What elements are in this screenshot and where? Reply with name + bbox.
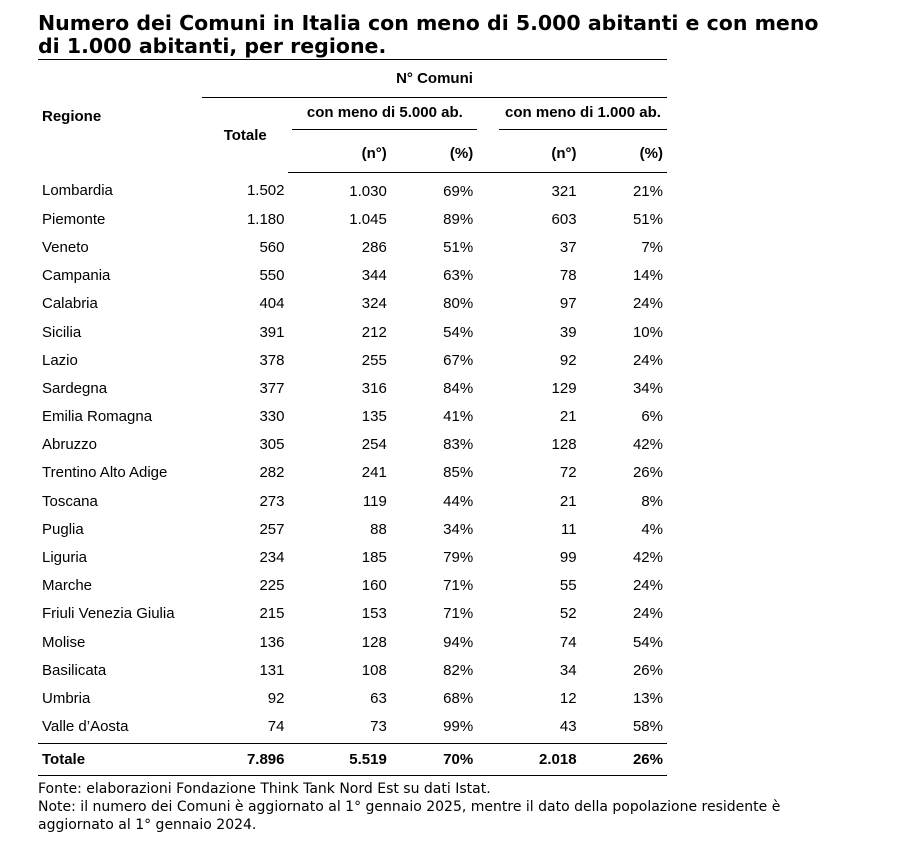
table-row — [38, 713, 667, 744]
row-n-1000: 603 — [551, 210, 577, 228]
row-totale: 1.180 — [246, 210, 285, 228]
header-regione: Regione — [42, 107, 102, 125]
row-pct-1000: 51% — [632, 210, 663, 228]
row-pct-1000: 42% — [632, 549, 663, 567]
row-n-1000: 129 — [551, 379, 577, 397]
table-row — [38, 318, 667, 346]
row-regione: Totale — [38, 743, 202, 775]
row-regione: Liguria — [42, 549, 88, 567]
table-row — [38, 600, 667, 628]
row-totale: 378 — [259, 351, 285, 369]
row-pct-5000: 71% — [443, 577, 474, 595]
row-n-1000: 11 — [560, 520, 577, 538]
row-totale: 273 — [259, 492, 285, 510]
table-title: Numero dei Comuni in Italia con meno di 5.000 abitanti e con meno di 1.000 abitanti, per regione. — [38, 11, 819, 58]
notes — [38, 780, 848, 834]
row-n-1000: 55 — [559, 577, 577, 595]
row-pct-1000: 4% — [641, 520, 663, 538]
table-total-row — [38, 743, 667, 775]
row-gap — [477, 318, 499, 346]
row-totale: 136 — [259, 633, 285, 651]
table-row — [38, 205, 667, 233]
row-pct-1000: 26% — [632, 661, 663, 679]
row-totale: 330 — [259, 408, 285, 426]
row-pct-5000: 44% — [443, 492, 474, 510]
table-row — [38, 459, 667, 487]
row-pct-5000: 69% — [443, 182, 474, 200]
row-n-5000: 160 — [361, 577, 387, 595]
row-n-5000: 135 — [361, 408, 387, 426]
row-pct-1000: 24% — [632, 295, 663, 313]
table-row — [38, 656, 667, 684]
row-totale: 215 — [259, 605, 285, 623]
row-regione: Sicilia — [42, 323, 82, 341]
row-pct-5000: 71% — [443, 605, 474, 623]
row-gap — [477, 233, 499, 261]
table-row — [38, 515, 667, 543]
row-gap — [477, 487, 499, 515]
table-row — [38, 173, 667, 206]
row-n-1000: 92 — [559, 351, 577, 369]
table-row — [38, 403, 667, 431]
row-regione: Piemonte — [42, 210, 106, 228]
row-n-5000: 344 — [361, 267, 387, 285]
table-row — [38, 233, 667, 261]
row-n-1000: 72 — [559, 464, 577, 482]
header-gap-sub — [477, 135, 499, 173]
row-gap — [477, 515, 499, 543]
row-pct-5000: 67% — [443, 351, 474, 369]
row-regione: Emilia Romagna — [42, 408, 153, 426]
row-regione: Puglia — [42, 520, 84, 538]
row-gap — [477, 656, 499, 684]
row-regione: Basilicata — [42, 661, 107, 679]
row-pct-5000: 79% — [443, 549, 474, 567]
row-n-5000: 185 — [361, 549, 387, 567]
row-pct-1000: 58% — [581, 713, 667, 744]
table-row — [38, 431, 667, 459]
comuni-table — [38, 59, 667, 776]
row-pct-5000: 54% — [443, 323, 474, 341]
row-pct-5000: 70% — [391, 743, 477, 775]
row-pct-1000: 24% — [632, 605, 663, 623]
row-pct-1000: 34% — [632, 379, 663, 397]
row-n-1000: 97 — [559, 295, 577, 313]
row-pct-1000: 13% — [632, 689, 663, 707]
header-group-1000-label: con meno di 1.000 ab. — [499, 104, 667, 130]
row-pct-5000: 51% — [443, 238, 474, 256]
row-pct-1000: 21% — [632, 182, 663, 200]
row-totale: 377 — [259, 379, 285, 397]
row-pct-1000: 24% — [632, 577, 663, 595]
row-n-5000: 119 — [362, 492, 387, 510]
row-totale: 550 — [259, 267, 285, 285]
table-row — [38, 572, 667, 600]
row-n-1000: 2.018 — [499, 743, 581, 775]
row-pct-1000: 10% — [632, 323, 663, 341]
row-n-1000: 21 — [559, 492, 577, 510]
row-gap — [477, 543, 499, 571]
row-n-5000: 316 — [361, 379, 387, 397]
row-n-5000: 254 — [361, 436, 387, 454]
note-aggiornamento: Note: il numero dei Comuni è aggiornato al 1° gennaio 2025, mentre il dato della popolazione residente è aggiornato al 1° gennaio 2024. — [38, 798, 781, 833]
row-n-1000: 128 — [551, 436, 577, 454]
row-n-1000: 37 — [559, 238, 577, 256]
row-gap — [477, 262, 499, 290]
row-gap — [477, 403, 499, 431]
row-n-1000: 52 — [559, 605, 577, 623]
row-totale: 225 — [259, 577, 285, 595]
header-pct-5000: (%) — [391, 135, 477, 173]
table-row — [38, 684, 667, 712]
row-n-5000: 5.519 — [288, 743, 390, 775]
note-fonte: Fonte: elaborazioni Fondazione Think Tank Nord Est su dati Istat. — [38, 780, 491, 797]
row-gap — [477, 628, 499, 656]
row-regione: Lombardia — [42, 182, 113, 200]
table-area — [38, 59, 667, 776]
header-n-5000: (n°) — [288, 135, 390, 173]
table-row — [38, 487, 667, 515]
header-pct-1000: (%) — [581, 135, 667, 173]
row-regione: Molise — [42, 633, 86, 651]
row-n-1000: 34 — [559, 661, 577, 679]
row-regione: Toscana — [42, 492, 98, 510]
row-regione: Marche — [42, 577, 93, 595]
row-n-1000: 99 — [559, 549, 577, 567]
header-group-5000 — [288, 98, 477, 136]
row-n-5000: 1.030 — [349, 182, 387, 200]
row-pct-5000: 83% — [443, 436, 474, 454]
row-pct-5000: 89% — [443, 210, 474, 228]
row-regione: Sardegna — [42, 379, 108, 397]
row-n-1000: 74 — [559, 633, 577, 651]
row-gap — [477, 173, 499, 206]
row-gap — [477, 684, 499, 712]
row-pct-5000: 41% — [443, 408, 474, 426]
row-pct-5000: 34% — [443, 520, 474, 538]
row-gap — [477, 431, 499, 459]
row-n-5000: 153 — [361, 605, 387, 623]
row-pct-1000: 7% — [641, 238, 663, 256]
row-pct-5000: 99% — [391, 713, 477, 744]
row-gap — [477, 572, 499, 600]
row-regione: Veneto — [42, 238, 89, 256]
table-row — [38, 543, 667, 571]
row-pct-1000: 6% — [641, 408, 663, 426]
table-row — [38, 628, 667, 656]
row-n-5000: 324 — [361, 295, 387, 313]
row-totale: 92 — [267, 689, 285, 707]
row-pct-1000: 42% — [632, 436, 663, 454]
row-totale: 74 — [202, 713, 289, 744]
row-n-1000: 321 — [551, 182, 577, 200]
row-n-5000: 286 — [361, 238, 387, 256]
row-totale: 7.896 — [202, 743, 289, 775]
row-totale: 257 — [259, 520, 285, 538]
row-n-5000: 88 — [370, 520, 387, 538]
row-gap — [477, 290, 499, 318]
document — [38, 12, 858, 834]
row-regione: Trentino Alto Adige — [42, 464, 168, 482]
row-pct-5000: 63% — [443, 267, 474, 285]
row-n-1000: 12 — [559, 689, 577, 707]
table-row — [38, 290, 667, 318]
row-n-1000: 43 — [499, 713, 581, 744]
header-group-5000-label: con meno di 5.000 ab. — [292, 104, 477, 130]
row-pct-1000: 8% — [641, 492, 663, 510]
row-totale: 560 — [259, 238, 285, 256]
row-gap — [477, 600, 499, 628]
header-group-1000 — [499, 98, 667, 136]
row-pct-5000: 94% — [443, 633, 474, 651]
row-n-5000: 241 — [361, 464, 387, 482]
table-row — [38, 374, 667, 402]
row-n-1000: 39 — [559, 323, 577, 341]
row-totale: 305 — [259, 436, 285, 454]
row-n-5000: 108 — [361, 661, 387, 679]
row-totale: 282 — [259, 464, 285, 482]
row-gap — [477, 743, 499, 775]
row-gap — [477, 374, 499, 402]
row-n-5000: 212 — [361, 323, 387, 341]
row-pct-1000: 26% — [581, 743, 667, 775]
row-regione: Abruzzo — [42, 436, 98, 454]
row-gap — [477, 346, 499, 374]
row-n-1000: 78 — [559, 267, 577, 285]
row-totale: 1.502 — [246, 182, 285, 200]
row-n-5000: 73 — [288, 713, 390, 744]
table-body — [38, 173, 667, 776]
row-regione: Lazio — [42, 351, 78, 369]
row-regione: Friuli Venezia Giulia — [42, 605, 175, 623]
row-totale: 234 — [259, 549, 285, 567]
row-pct-5000: 85% — [443, 464, 474, 482]
row-pct-5000: 80% — [443, 295, 474, 313]
header-gap — [477, 98, 499, 136]
row-regione: Umbria — [42, 689, 91, 707]
row-totale: 391 — [259, 323, 285, 341]
row-n-5000: 63 — [370, 689, 387, 707]
row-n-1000: 21 — [559, 408, 577, 426]
row-pct-1000: 54% — [632, 633, 663, 651]
row-totale: 131 — [259, 661, 285, 679]
header-n-comuni: N° Comuni — [396, 70, 473, 87]
row-regione: Campania — [42, 267, 111, 285]
row-gap — [477, 713, 499, 744]
table-row — [38, 346, 667, 374]
row-pct-5000: 68% — [443, 689, 474, 707]
row-gap — [477, 459, 499, 487]
row-n-5000: 255 — [361, 351, 387, 369]
row-pct-1000: 24% — [632, 351, 663, 369]
row-n-5000: 128 — [361, 633, 387, 651]
row-n-5000: 1.045 — [349, 210, 387, 228]
row-pct-5000: 82% — [443, 661, 474, 679]
row-regione: Valle d’Aosta — [38, 713, 202, 744]
row-regione: Calabria — [42, 295, 98, 313]
row-pct-1000: 26% — [632, 464, 663, 482]
table-row — [38, 262, 667, 290]
header-totale: Totale — [202, 98, 289, 173]
row-pct-1000: 14% — [632, 267, 663, 285]
header-n-1000: (n°) — [499, 135, 581, 173]
row-pct-5000: 84% — [443, 379, 474, 397]
row-gap — [477, 205, 499, 233]
row-totale: 404 — [259, 295, 285, 313]
